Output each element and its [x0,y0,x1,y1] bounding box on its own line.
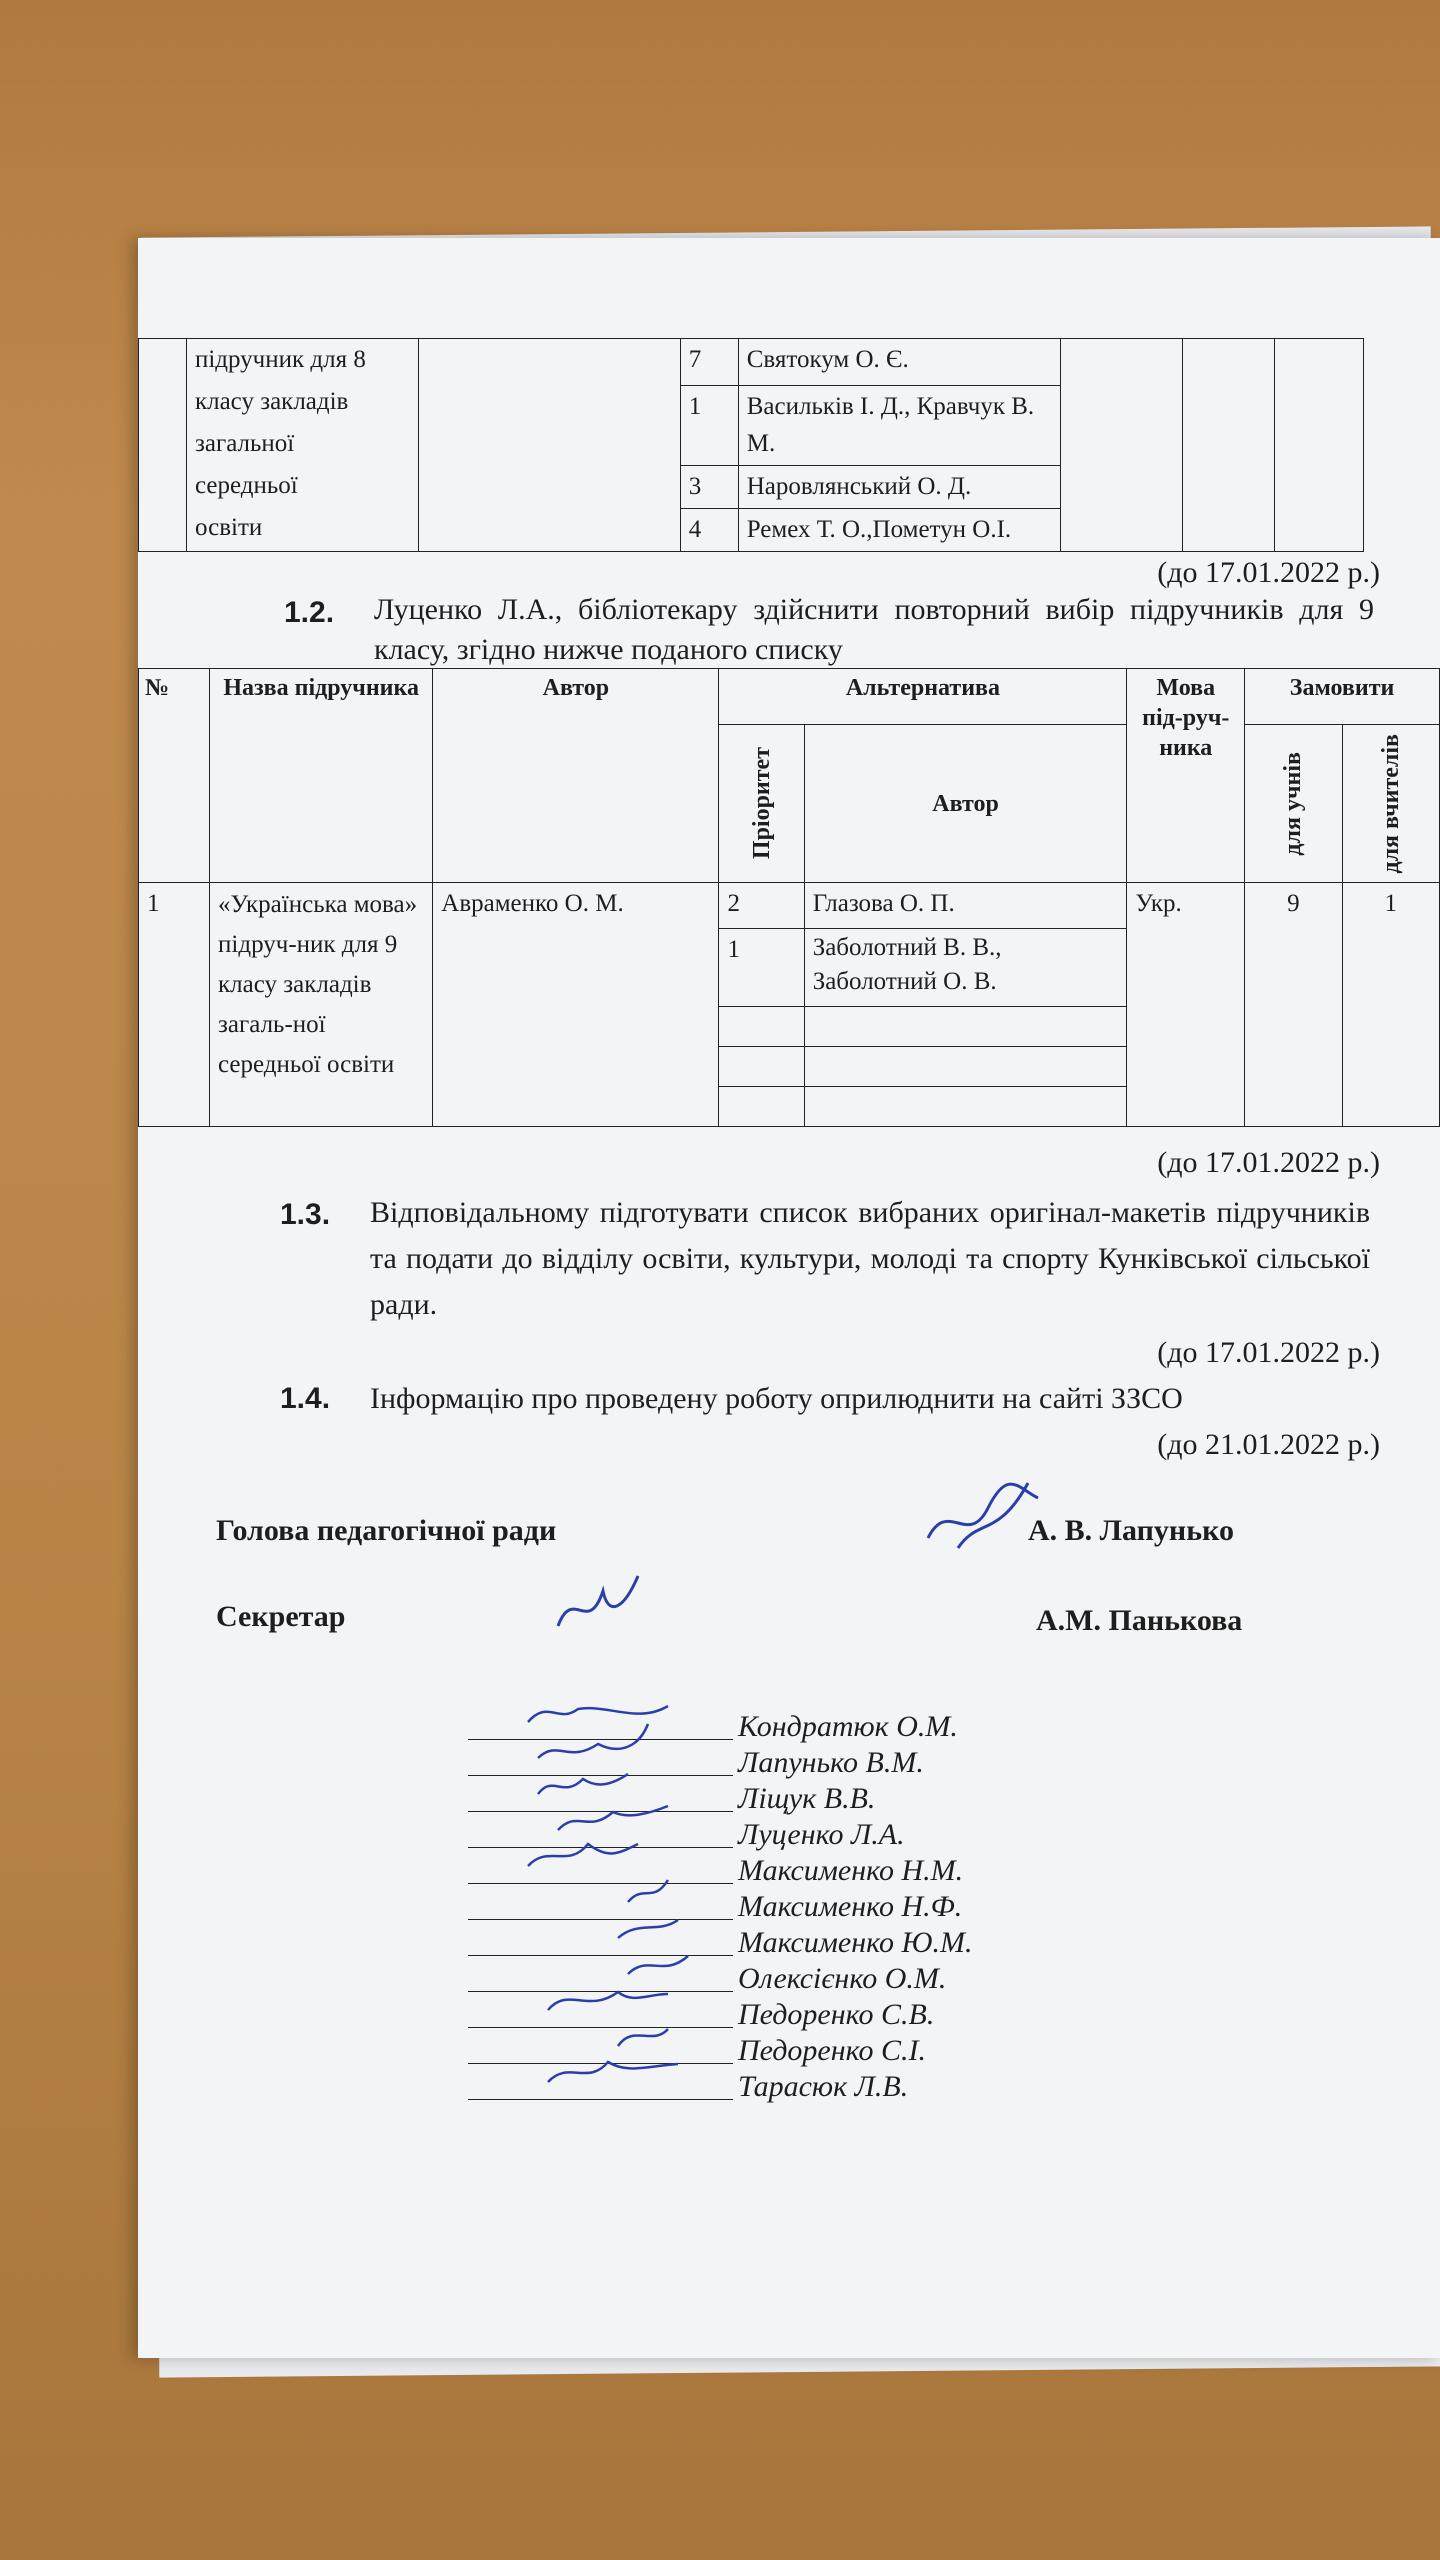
alt-author-cell: Глазова О. П. [804,883,1127,929]
member-name: Максименко Н.М. [738,1854,964,1887]
deadline: (до 17.01.2022 р.) [1157,556,1380,589]
priority-cell: 2 [719,883,804,929]
author-cell: Авраменко О. М. [433,883,719,1127]
document-page [138,238,1440,2358]
deadline: (до 17.01.2022 р.) [1157,1146,1380,1179]
member-name: Тарасюк Л.В. [738,2070,909,2103]
empty-cell [804,1007,1127,1047]
member-name: Педоренко С.В. [738,1998,935,2031]
header-for-students: для учнів [1280,751,1307,856]
paragraph-text: Луценко Л.А., бібліотекару здійснити повторний вибір підручників для 9 класу, згідно нижче поданого списку [374,593,1374,666]
paragraph-text: Інформацію про проведену роботу оприлюднити на сайті ЗЗСО [370,1382,1183,1415]
priority-cell: 4 [680,509,738,552]
alt-author-cell: Заболотний В. В., Заболотний О. В. [804,929,1127,1007]
member-name: Кондратюк О.М. [738,1710,958,1743]
paragraph-text: Відповідальному підготувати список вибраних оригінал-макетів підручників та подати до відділу освіти, культури, молоді та спорту Кунківської сільської ради. [370,1196,1370,1321]
head-name: А. В. Лапунько [1028,1514,1234,1547]
header-title: Назва підручника [210,669,433,883]
textbook-table-grade9 [138,668,1440,1127]
students-cell [1182,339,1274,552]
member-name: Максименко Н.Ф. [738,1890,963,1923]
paragraph-number: 1.4. [280,1382,331,1415]
title-cell: підручник для 8 класу закладів загальної середньої освіти [186,339,418,552]
empty-cell [719,1007,804,1047]
teachers-cell [1274,339,1364,552]
deadline: (до 21.01.2022 р.) [1157,1428,1380,1461]
alt-author-cell: Ремех Т. О.,Пометун О.І. [738,509,1060,552]
deadline: (до 17.01.2022 р.) [1157,1336,1380,1369]
priority-cell: 1 [719,929,804,1007]
teachers-cell: 1 [1342,883,1439,1127]
alt-author-cell: Наровлянський О. Д. [738,466,1060,509]
secretary-signature [548,1566,648,1646]
member-name: Ліщук В.В. [738,1782,876,1815]
header-language: Мова під-руч-ника [1127,669,1245,883]
head-label: Голова педагогічної ради [216,1514,557,1547]
secretary-label: Секретар [216,1600,346,1633]
empty-cell [804,1047,1127,1087]
empty-cell [719,1087,804,1127]
member-name: Лапунько В.М. [738,1746,924,1779]
priority-cell: 1 [680,385,738,466]
header-order: Замовити [1245,669,1440,725]
empty-cell [719,1047,804,1087]
num-cell [139,339,187,552]
alt-author-cell: Васильків І. Д., Кравчук В. М. [738,385,1060,466]
paragraph-number: 1.3. [280,1198,331,1231]
title-cell: «Українська мова» підруч-ник для 9 класу закладів загаль-ної середньої освіти [210,883,433,1127]
member-name: Максименко Ю.М. [738,1926,973,1959]
header-for-teachers: для вчителів [1377,733,1404,874]
member-name: Педоренко С.І. [738,2034,926,2067]
member-name: Олексієнко О.М. [738,1962,947,1995]
priority-cell: 7 [680,339,738,386]
header-alternative: Альтернатива [719,669,1127,725]
secretary-name: А.М. Панькова [1036,1604,1243,1637]
textbook-table-grade8 [138,338,1440,552]
author-cell [418,339,680,552]
language-cell: Укр. [1127,883,1245,1127]
students-cell: 9 [1245,883,1342,1127]
language-cell [1060,339,1182,552]
header-alt-author: Автор [804,725,1127,883]
alt-author-cell: Святокум О. Є. [738,339,1060,386]
empty-cell [804,1087,1127,1127]
paragraph-number: 1.2. [284,596,335,629]
member-name: Луценко Л.А. [738,1818,905,1851]
header-num: № [139,669,210,883]
header-author: Автор [433,669,719,883]
member-signatures [468,1694,768,2114]
num-cell: 1 [139,883,210,1127]
priority-cell: 3 [680,466,738,509]
header-priority: Пріоритет [748,747,775,860]
